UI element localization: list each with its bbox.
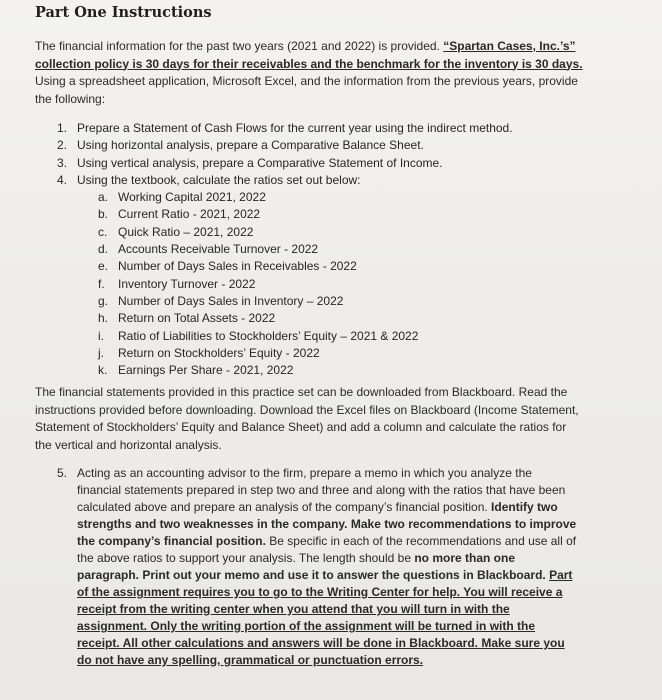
ratio-item: j. Return on Stockholders’ Equity - 2022 [98, 345, 320, 360]
company-name: “Spartan Cases, Inc.’s” [443, 39, 576, 53]
memo-task-text: Acting as an accounting advisor to the firm, prepare a memo in which you analyze the financial statements prepared in step two and three and along with the ratios that have been calculated above and prepare an analysis of the company’s financial position. Identify two strengths and two weaknesses in the company. Make two recommendations to improve the company’s financial position. Be specific in each of the recommendations and use all of the above ratios to support your analysis. The length should be no more than one paragraph. Print out your memo and use it to answer the questions in Blackboard. Part of the assignment requires you to go to the Writing Center for help. You will receive a receipt from the writing center when you attend that you will turn in with the assignment. Only the writing portion of the assignment will be turned in with the receipt. All other calculations and answers will be done in Blackboard. Make sure you do not have any spelling, grammatical or punctuation errors. [77, 466, 577, 667]
intro-paragraph [35, 38, 583, 108]
page-title: Part One Instructions [35, 4, 212, 21]
ratio-item: c. Quick Ratio – 2021, 2022 [98, 224, 254, 239]
task-item: 3. Using vertical analysis, prepare a Comparative Statement of Income. [57, 155, 443, 170]
ratio-item: e. Number of Days Sales in Receivables - 2022 [98, 259, 357, 274]
task-item: 4. Using the textbook, calculate the ratios set out below: a. Working Capital 2021, 2022 b. Current Ratio - 2021, 2022 c. Quick Ratio – 2021, 2022 d. Accounts Receivable Turnover - 2022 e. Number of Days Sales in Receivables - 2022 f. Inventory Turnover - 2022 g. Number of Days Sales in Inventory – 2022 h. Return on Total Assets - 2022 i. Ratio of Liabilities to Stockholders’ Equity – 2021 & 2022 j. Return on Stockholders’ Equity - 2022 k. Earnings Per Share - 2021, 2022 [57, 172, 597, 380]
task-item: 2. Using horizontal analysis, prepare a Comparative Balance Sheet. [57, 138, 424, 153]
download-note: The financial statements provided in this practice set can be downloaded from Blackboard. Read the instructions provided before downloading. Download the Excel files on Blackboard (Income Statement, Statement of Stockholders’ Equity and Balance Sheet) and add a column and calculate the ratios for the vertical and horizontal analysis. [35, 385, 579, 452]
ratio-item: k. Earnings Per Share - 2021, 2022 [98, 363, 294, 378]
memo-task-number: 5. [57, 466, 68, 480]
task-item: 1. Prepare a Statement of Cash Flows for the current year using the indirect method. [57, 121, 513, 135]
memo-task [57, 465, 577, 669]
task-list [57, 120, 597, 379]
collection-policy: collection policy is 30 days for their receivables and the benchmark for the inventory is 30 days. [35, 56, 583, 71]
ratio-item: d. Accounts Receivable Turnover - 2022 [98, 242, 319, 257]
intro-text-2: Using a spreadsheet application, Microsoft Excel, and the information from the previous years, provide the following: [35, 74, 578, 106]
ratio-item: a. Working Capital 2021, 2022 [98, 190, 266, 205]
ratio-list [98, 189, 597, 379]
ratio-item: b. Current Ratio - 2021, 2022 [98, 207, 261, 222]
ratio-item: h. Return on Total Assets - 2022 [98, 311, 276, 326]
ratio-item: i. Ratio of Liabilities to Stockholders’ Equity – 2021 & 2022 [98, 328, 419, 343]
ratio-item: g. Number of Days Sales in Inventory – 2022 [98, 293, 344, 308]
intro-text-1: The financial information for the past two years (2021 and 2022) is provided. [35, 39, 444, 53]
ratio-item: f. Inventory Turnover - 2022 [98, 276, 256, 291]
writing-center-requirement: Part of the assignment requires you to go to the Writing Center for help. You will receive a receipt from the writing center when you attend that you will turn in with the assignment. Only the writing portion of the assignment will be turned in with the receipt. All other calculations and answers will be done in Blackboard. Make sure you do not have any spelling, grammatical or punctuation errors. [77, 568, 573, 667]
